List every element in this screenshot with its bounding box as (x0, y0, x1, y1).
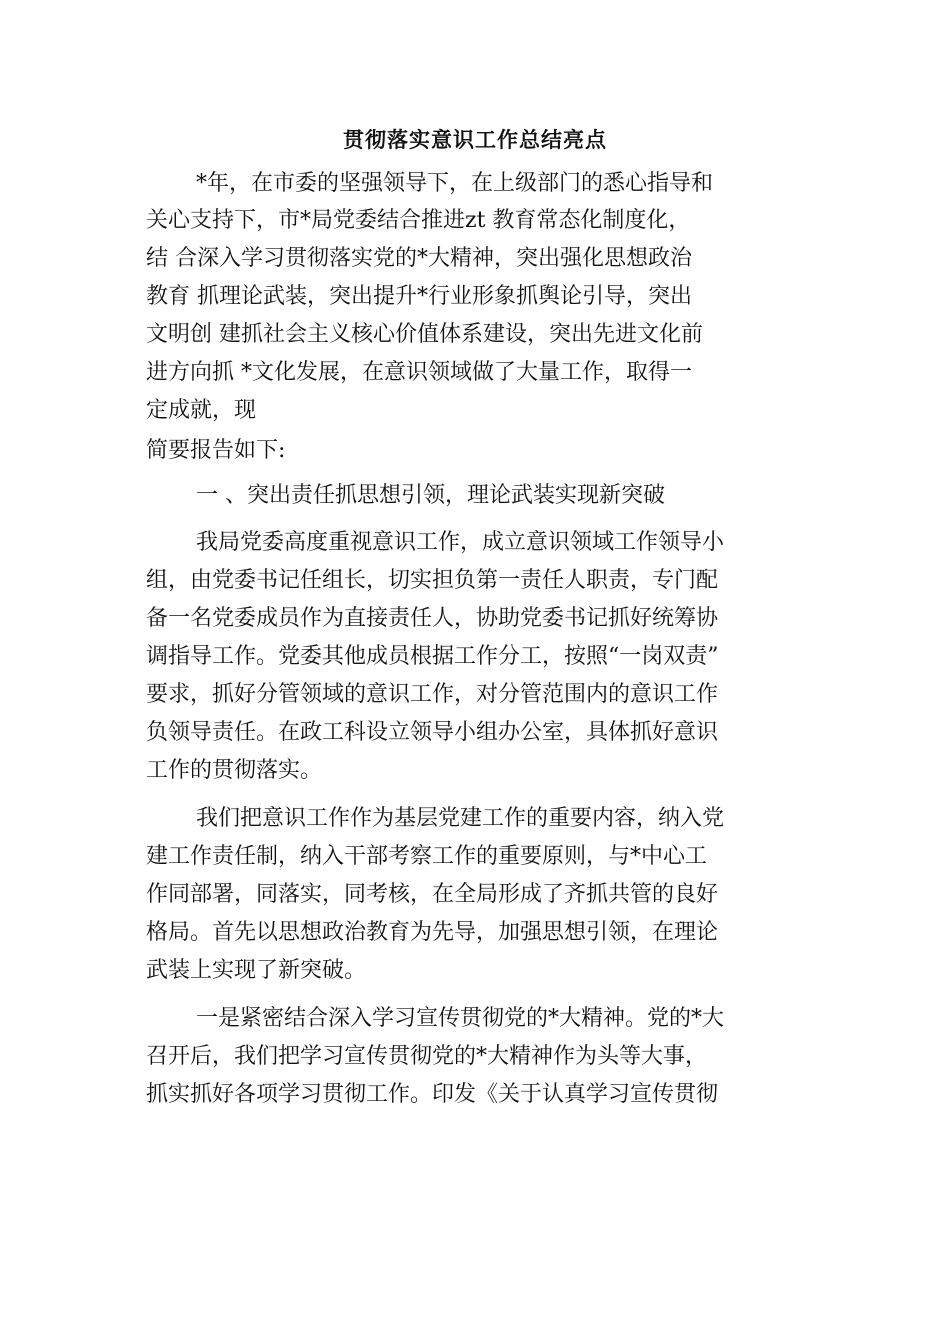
paragraph-line: 工作的贯彻落实。 (146, 758, 323, 783)
paragraph-line: 调指导工作。党委其他成员根据工作分工，按照“一岗双责” (146, 644, 719, 669)
paragraph-line: 负领导责任。在政工科设立领导小组办公室，具体抓好意识 (146, 720, 719, 745)
paragraph-line: 一是紧密结合深入学习宣传贯彻党的*大精神。党的*大 (196, 1006, 725, 1031)
paragraph-line: 关心支持下，市*局党委结合推进zt 教育常态化制度化， (146, 208, 691, 233)
paragraph-line: 进方向抓 *文化发展，在意识领域做了大量工作，取得一 (146, 360, 692, 385)
paragraph-line: 我局党委高度重视意识工作，成立意识领域工作领导小 (196, 530, 725, 555)
paragraph-line: 定成就，现 (146, 398, 257, 423)
paragraph-line: 格局。首先以思想政治教育为先导，加强思想引领，在理论 (146, 920, 719, 945)
paragraph-line: 建工作责任制，纳入干部考察工作的重要原则，与*中心工 (146, 844, 708, 869)
paragraph-line: 武装上实现了新突破。 (146, 958, 367, 983)
paragraph-line: 召开后，我们把学习宣传贯彻党的*大精神作为头等大事， (146, 1044, 708, 1069)
paragraph-line: 结 合深入学习贯彻落实党的*大精神，突出强化思想政治 (146, 246, 692, 271)
paragraph-line: 简要报告如下: (146, 438, 286, 463)
paragraph-line: 备一名党委成员作为直接责任人，协助党委书记抓好统筹协 (146, 606, 719, 631)
paragraph-line: *年，在市委的坚强领导下，在上级部门的悉心指导和 (196, 171, 714, 196)
document-title: 贯彻落实意识工作总结亮点 (343, 127, 607, 152)
paragraph-line: 我们把意识工作作为基层党建工作的重要内容，纳入党 (196, 806, 725, 831)
paragraph-line: 文明创 建抓社会主义核心价值体系建设，突出先进文化前 (146, 322, 703, 347)
section-heading: 一 、突出责任抓思想引领，理论武装实现新突破 (196, 483, 665, 508)
paragraph-line: 作同部署，同落实，同考核，在全局形成了齐抓共管的良好 (146, 882, 719, 907)
paragraph-line: 抓实抓好各项学习贯彻工作。印发《关于认真学习宣传贯彻 (146, 1082, 719, 1107)
paragraph-line: 教育 抓理论武装，突出提升*行业形象抓舆论引导，突出 (146, 284, 692, 309)
paragraph-line: 要求，抓好分管领域的意识工作，对分管范围内的意识工作 (146, 682, 719, 707)
paragraph-line: 组，由党委书记任组长，切实担负第一责任人职责，专门配 (146, 568, 719, 593)
